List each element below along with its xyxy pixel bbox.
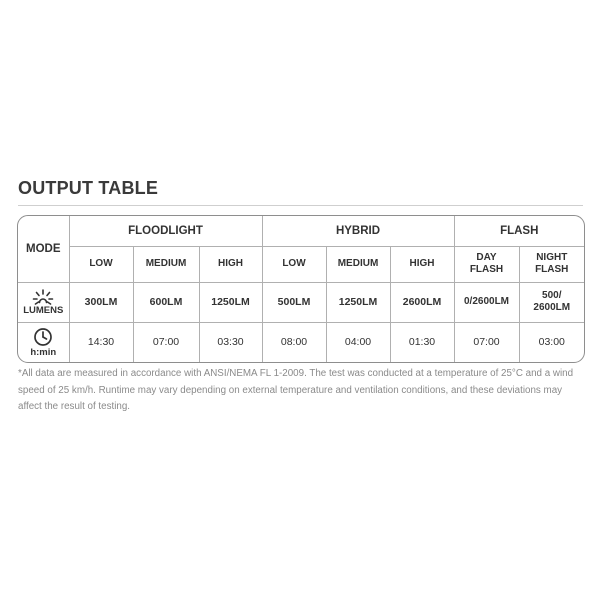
runtime-hybrid-medium: 04:00 (326, 322, 390, 362)
lumens-hybrid-low: 500LM (262, 282, 326, 322)
lumens-hybrid-high: 2600LM (390, 282, 454, 322)
submode-hybrid-high: HIGH (390, 246, 454, 282)
lumens-row-header (18, 282, 69, 322)
runtime-hybrid-high: 01:30 (390, 322, 454, 362)
clock-icon (33, 327, 53, 347)
submode-day-flash: DAY FLASH (454, 246, 519, 282)
runtime-floodlight-low: 14:30 (69, 322, 133, 362)
sun-burst-icon (32, 289, 54, 305)
runtime-floodlight-medium: 07:00 (133, 322, 199, 362)
page-title: OUTPUT TABLE (18, 178, 159, 198)
runtime-day-flash: 07:00 (454, 322, 519, 362)
group-flash: FLASH (454, 216, 584, 246)
group-floodlight: FLOODLIGHT (69, 216, 262, 246)
lumens-day-flash: 0/2600LM (454, 282, 519, 322)
runtime-night-flash: 03:00 (519, 322, 584, 362)
lumens-night-flash: 500/ 2600LM (519, 282, 584, 322)
output-table (17, 215, 585, 363)
submode-floodlight-low: LOW (69, 246, 133, 282)
submode-night-flash: NIGHT FLASH (519, 246, 584, 282)
lumens-hybrid-medium: 1250LM (326, 282, 390, 322)
footnote: *All data are measured in accordance with ANSI/NEMA FL 1-2009. The test was conducted at a temperature of 25°C and a wind speed of 25 km/h. Runtime may vary depending on external temperature and ventilation conditions, and these deviations may affect the result of testing. (18, 368, 574, 412)
group-hybrid: HYBRID (262, 216, 454, 246)
title-divider (18, 205, 583, 206)
submode-floodlight-medium: MEDIUM (133, 246, 199, 282)
mode-header: MODE (18, 216, 69, 282)
lumens-floodlight-low: 300LM (69, 282, 133, 322)
runtime-label: h:min (30, 347, 57, 358)
lumens-floodlight-medium: 600LM (133, 282, 199, 322)
submode-hybrid-medium: MEDIUM (326, 246, 390, 282)
runtime-floodlight-high: 03:30 (199, 322, 262, 362)
submode-hybrid-low: LOW (262, 246, 326, 282)
lumens-floodlight-high: 1250LM (199, 282, 262, 322)
lumens-label: LUMENS (23, 304, 64, 316)
runtime-row-header (18, 322, 69, 362)
runtime-hybrid-low: 08:00 (262, 322, 326, 362)
submode-floodlight-high: HIGH (199, 246, 262, 282)
